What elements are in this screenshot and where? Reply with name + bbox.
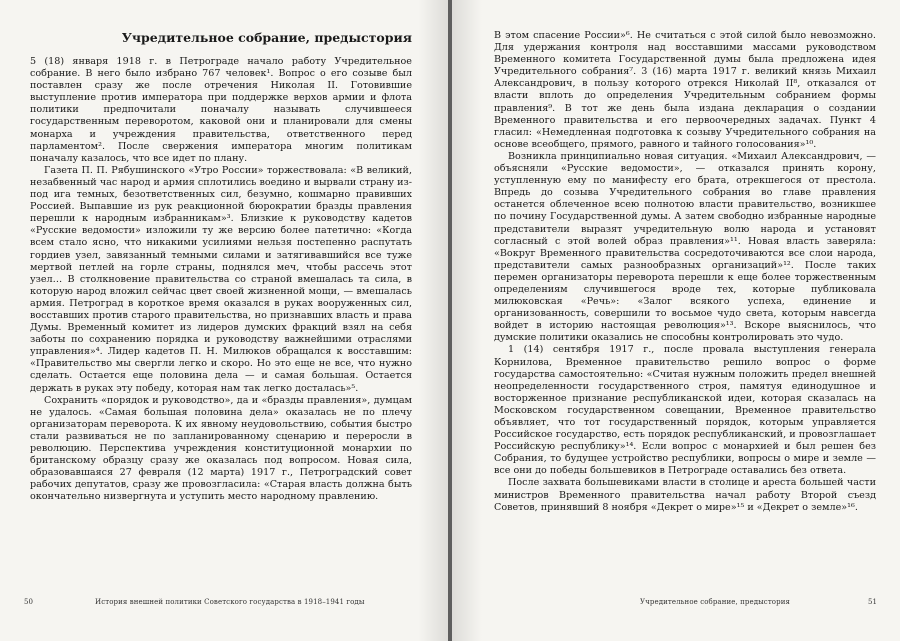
chapter-title: Учредительное собрание, предыстория [121, 30, 412, 45]
right-page-number: 51 [868, 598, 878, 606]
paragraph: 1 (14) сентября 1917 г., после провала выступления генерала Корнилова, Временное правительство решило вопрос о форме государства самостоятельно: «Считая нужным положить предел внешней неопределенности государственного строя, памятуя единодушное и восторженное признание республиканской идеи, которая сказалась на Московском государственном совещании, Временное правительство объявляет, что тот государственный порядок, которым управляется Российское государство, есть порядок республиканский, и провозглашает Российскую республику»¹⁴. Если вопрос с монархией и был решен без Собрания, то будущее устройство республики, вопросы о мире и земле — все они до победы большевиков в Петрограде оставались без ответа. [494, 344, 876, 477]
paragraph: В этом спасение России»⁶. Не считаться с этой силой было невозможно. Для удержания контроля над восставшими массами руководством Временного комитета Государственной думы была предложена идея Учредительного собрания⁷. 3 (16) марта 1917 г. великий князь Михаил Александрович, в пользу которого отрекся Николай II⁸, отказался от власти вплоть до определения Учредительным собранием формы правления⁹. В тот же день была издана декларация о создании Временного правительства и его первоочередных задачах. Пункт 4 гласил: «Немедленная подготовка к созыву Учредительного собрания на основе всеобщего, прямого, равного и тайного голосования»¹⁰. [494, 30, 876, 150]
right-body-text [494, 30, 876, 514]
left-page [0, 0, 448, 641]
paragraph: Возникла принципиально новая ситуация. «Михаил Александрович, — объясняли «Русские ведомости», — отказался принять корону, уступленную ему по манифесту его брата, отрекшегося от престола. Впредь до созыва Учредительного собрания во главе правления останется облеченное всею полнотою власти правительство, возникшее по почину Государственной думы. А затем свободно избранные народные представители выразят учредительную волю народа и установят согласный с этой волей образ правления»¹¹. Новая власть заверяла: «Вокруг Временного правительства сосредоточиваются все слои народа, представители самых разнообразных организаций»¹². После таких перемен организаторы переворота перешли к еще более торжественным определениям случившегося вроде тех, которые публиковала милюковская «Речь»: «Залог всякого успеха, единение и организованность, совершили то восьмое чудо света, которым навсегда войдет в историю настоящая революция»¹³. Вскоре выяснилось, что думские политики оказались не способны контролировать это чудо. [494, 150, 876, 344]
left-page-number: 50 [24, 598, 34, 606]
paragraph: Газета П. П. Рябушинского «Утро России» торжествовала: «В великий, незабвенный час народ и армия сплотились воедино и вырвали страну из-под ига темных, безответственных сил, безумно, кошмарно правивших Россией. Выпавшие из рук реакционной бюрократии бразды правления перешли к народным избранникам»³. Близкие к руководству кадетов «Русские ведомости» изложили ту же версию более патетично: «Когда всем стало ясно, что никакими усилиями нельзя постепенно распутать гордиев узел, завязанный темными силами и затягивавшийся все туже мертвой петлей на горле страны, поднялся меч, чтобы рассечь этот узел… В столкновение правительства со страной вмешалась та сила, в которую народ вложил сейчас цвет своей жизненной мощи, — вмешалась армия. Петроград в короткое время оказался в руках вооруженных сил, восставших против старого правительства, но признавших власть и права Думы. Временный комитет из лидеров думских фракций взял на себя заботы по сохранению порядка и руководству важнейшими отраслями управления»⁴. Лидер кадетов П. Н. Милюков обращался к восставшим: «Правительство мы свергли легко и скоро. Но это еще не все, что нужно сделать. Остается еще половина дела — и самая большая. Остается держать в руках эту победу, которая нам так легко досталась»⁵. [30, 164, 412, 394]
right-page [452, 0, 900, 641]
left-body-text [30, 56, 412, 503]
right-running-head: Учредительное собрание, предыстория [640, 598, 790, 606]
paragraph: 5 (18) января 1918 г. в Петрограде начало работу Учредительное собрание. В него было избрано 767 человек¹. Вопрос о его созыве был поставлен сразу же после отречения Николая II. Готовившие выступление против императора при поддержке верхов армии и флота политики предпочитали поначалу называть случившееся государственным переворотом, каковой они и планировали для смены монарха и учреждения правительства, ответственного перед парламентом². После свержения императора многим политикам поначалу казалось, что все идет по плану. [30, 56, 412, 164]
paragraph: После захвата большевиками власти в столице и ареста большей части министров Временного правительства начал работу Второй съезд Советов, принявший 8 ноября «Декрет о мире»¹⁵ и «Декрет о земле»¹⁶. [494, 477, 876, 513]
paragraph: Сохранить «порядок и руководство», да и «бразды правления», думцам не удалось. «Самая большая половина дела» оказалась не по плечу организаторам переворота. К их явному неудовольствию, события быстро стали развиваться не по запланированному сценарию и переросли в революцию. Перспектива учреждения конституционной монархии по британскому образцу сразу же оказалась под вопросом. Новая сила, образовавшаяся 27 февраля (12 марта) 1917 г., Петроградский совет рабочих депутатов, сразу же провозгласила: «Старая власть должна быть окончательно низвергнута и уступить место народному правлению. [30, 394, 412, 503]
left-running-head: История внешней политики Советского государства в 1918–1941 годы [95, 598, 365, 606]
